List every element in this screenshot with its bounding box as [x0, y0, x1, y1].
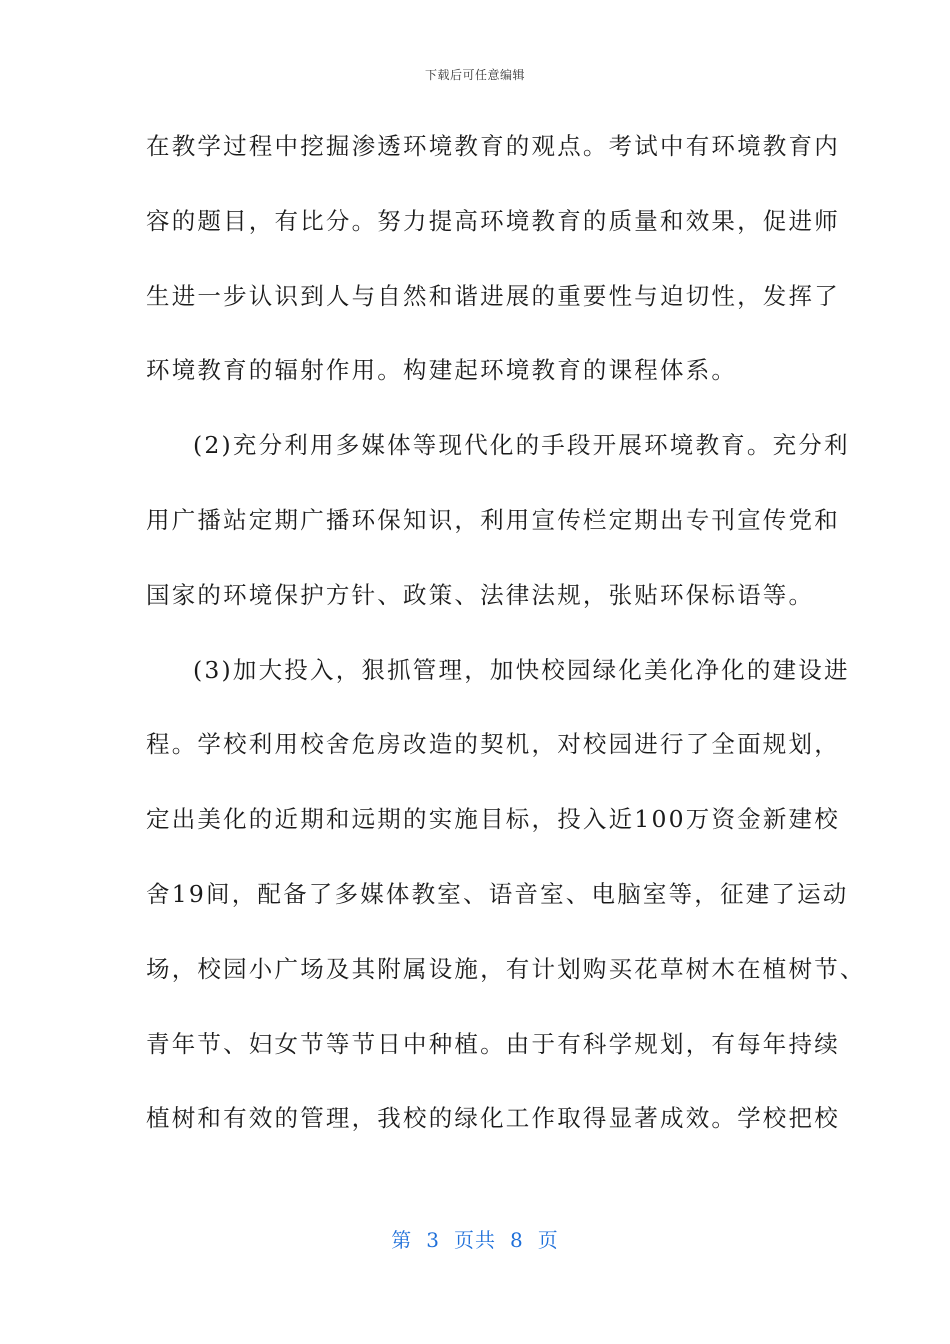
footer-suffix: 页	[537, 1228, 559, 1252]
text-line: 环境教育的辐射作用。构建起环境教育的课程体系。	[146, 356, 738, 385]
text-line: 容的题目，有比分。努力提高环境教育的质量和效果，促进师	[146, 206, 840, 235]
footer-total-pages: 8	[510, 1228, 524, 1252]
text-line: 用广播站定期广播环保知识，利用宣传栏定期出专刊宣传党和	[146, 505, 840, 534]
text-line: 场，校园小广场及其附属设施，有计划购买花草树木在植树节、	[146, 954, 866, 983]
text-line: 植树和有效的管理，我校的绿化工作取得显著成效。学校把校	[146, 1104, 840, 1133]
paragraph-start-line: (2)充分利用多媒体等现代化的手段开展环境教育。充分利	[193, 431, 850, 460]
text-line: 青年节、妇女节等节日中种植。由于有科学规划，有每年持续	[146, 1029, 840, 1058]
paragraph-start-line: (3)加大投入，狠抓管理，加快校园绿化美化净化的建设进	[193, 655, 850, 684]
footer-middle: 页共	[454, 1228, 496, 1252]
footer-prefix: 第	[391, 1228, 413, 1252]
text-line: 国家的环境保护方针、政策、法律法规，张贴环保标语等。	[146, 580, 815, 609]
document-body	[146, 120, 866, 1167]
text-line: 程。学校利用校舍危房改造的契机，对校园进行了全面规划，	[146, 730, 840, 759]
text-line: 定出美化的近期和远期的实施目标，投入近100万资金新建校	[146, 805, 840, 834]
text-line: 在教学过程中挖掘渗透环境教育的观点。考试中有环境教育内	[146, 132, 840, 160]
text-line: 舍19间，配备了多媒体教室、语音室、电脑室等，征建了运动	[146, 879, 849, 908]
page-footer	[0, 1224, 950, 1253]
footer-current-page: 3	[426, 1228, 440, 1252]
header-note: 下载后可任意编辑	[424, 68, 525, 82]
text-line: 生进一步认识到人与自然和谐进展的重要性与迫切性，发挥了	[146, 281, 840, 310]
